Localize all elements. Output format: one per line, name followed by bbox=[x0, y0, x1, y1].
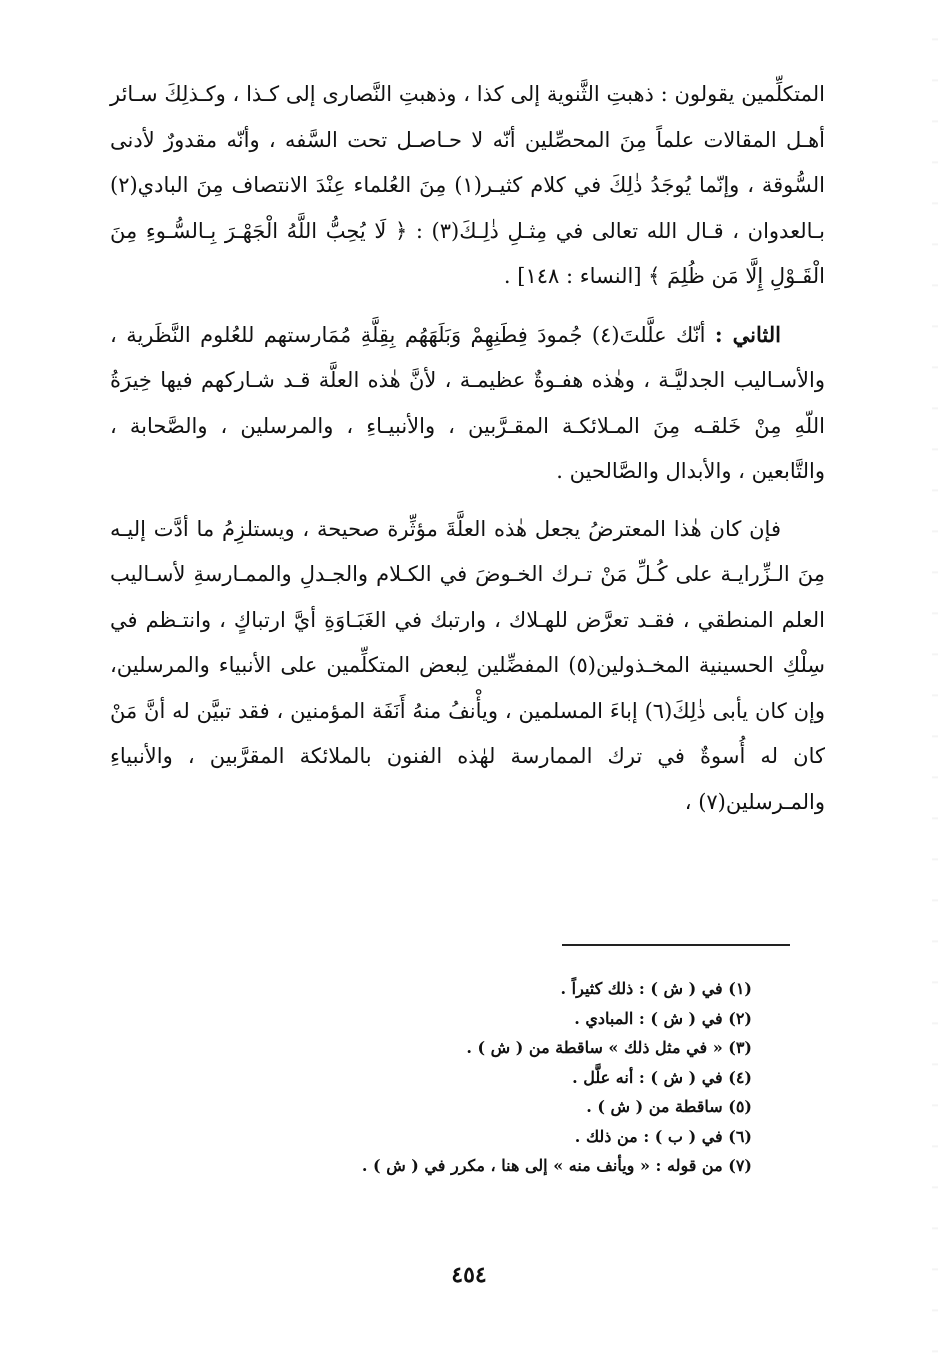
paragraph-lead-word: الثاني : bbox=[714, 321, 781, 347]
footnote-item: (٥) ساقطة من ( ش ) . bbox=[586, 1097, 752, 1116]
footnote-divider bbox=[562, 944, 790, 946]
footnote-item: (٧) من قوله : « ويأنف منه » إلى هنا ، مكرر في ( ش ) . bbox=[361, 1156, 752, 1175]
paragraph-third: فإن كان هٰذا المعترضُ يجعل هٰذه العلَّةَ مؤثِّرة صحيحة ، ويستلزِمُ ما أدَّت إليـه مِنَ الـزِّرايـة على كُـلِّ مَنْ تـرك الخـوضَ في الكـلام والجـدلِ والممـارسةِ لأسـاليب العلم المنطقي ، فقـد تعرَّض للهـلاك ، وارتبك في الغَبَـاوَةِ أيَّ ارتباكٍ ، وانتـظم في سِلْكِ الحسينية المخـذولين(٥) المفضِّلين لِبعض المتكلِّمين على الأنبياء والمرسلين، وإن كان يأبى ذٰلِكَ(٦) إباءَ المسلمين ، ويأْنفُ منهُ أَنَفَة المؤمنين ، فقد تبيَّن له أنَّ مَنْ كان له أُسوةٌ في ترك الممارسة لهٰذه الفنون بالملائكة المقرَّبين ، والأنبياءِ والمـرسلين(٧) ، bbox=[110, 516, 825, 814]
main-text bbox=[110, 72, 825, 825]
footnote-item: (٢) في ( ش ) : المبادي . bbox=[574, 1008, 752, 1028]
page-number: ٤٥٤ bbox=[451, 1262, 487, 1288]
paragraph-continuation: المتكلِّمين يقولون : ذهبتِ الثَّنوية إلى كذا ، وذهبتِ النَّصارى إلى كـذا ، وكـذلِكَ سـائر أهـل المقالات علماً مِنَ المحصِّلين أنّه لا حـاصـل تحت السَّفه ، وأنّه مقدورٌ لأدنى السُّوقة ، وإنّما يُوجَدُ ذٰلِكَ في كلام كثيـر(١) مِنَ العُلماء عِنْدَ الانتصاف مِنَ البادي(٢) بـالعدوان ، قـال الله تعالى في مِثـلِ ذٰلِـكَ(٣) : ﴿ لَا يُحِبُّ اللَّهُ الْجَهْـرَ بِـالسُّـوءِ مِنَ الْقَـوْلِ إِلَّا مَن ظُلِمَ ﴾ [النساء : ١٤٨] . bbox=[110, 82, 825, 288]
footnote-item: (٣) « في مثل ذلك » ساقطة من ( ش ) . bbox=[466, 1038, 752, 1057]
footnotes-list bbox=[200, 974, 752, 1181]
paragraph-second-point-text: أنّك علَّلتَ(٤) جُمودَ فِطَنِهِمْ وَبَلَهَهُم بِقِلَّةِ مُمَارستهم للعُلوم النَّظَرية ، والأسـاليب الجدليَّـة ، وهٰذه هفـوةٌ عظيمـة ، لأنَّ هٰذه العلَّة قـد شـاركهم فيها خِيرَةُ اللّهِ مِنْ خَلقـه مِنَ المـلائكـة المقـرَّبين ، والأنبيـاءِ ، والمرسلين ، والصَّحابة ، والتَّابعين ، والأبدال والصَّالحين . bbox=[110, 322, 825, 483]
footnote-item: (٤) في ( ش ) : أنه علَّل . bbox=[572, 1067, 752, 1087]
scan-edge-artifact bbox=[932, 0, 938, 1370]
paragraph-second-point bbox=[110, 312, 825, 495]
footnote-item: (١) في ( ش ) : ذلك كثيراً . bbox=[560, 979, 752, 998]
footnote-item: (٦) في ( ب ) : من ذلك . bbox=[574, 1126, 752, 1146]
